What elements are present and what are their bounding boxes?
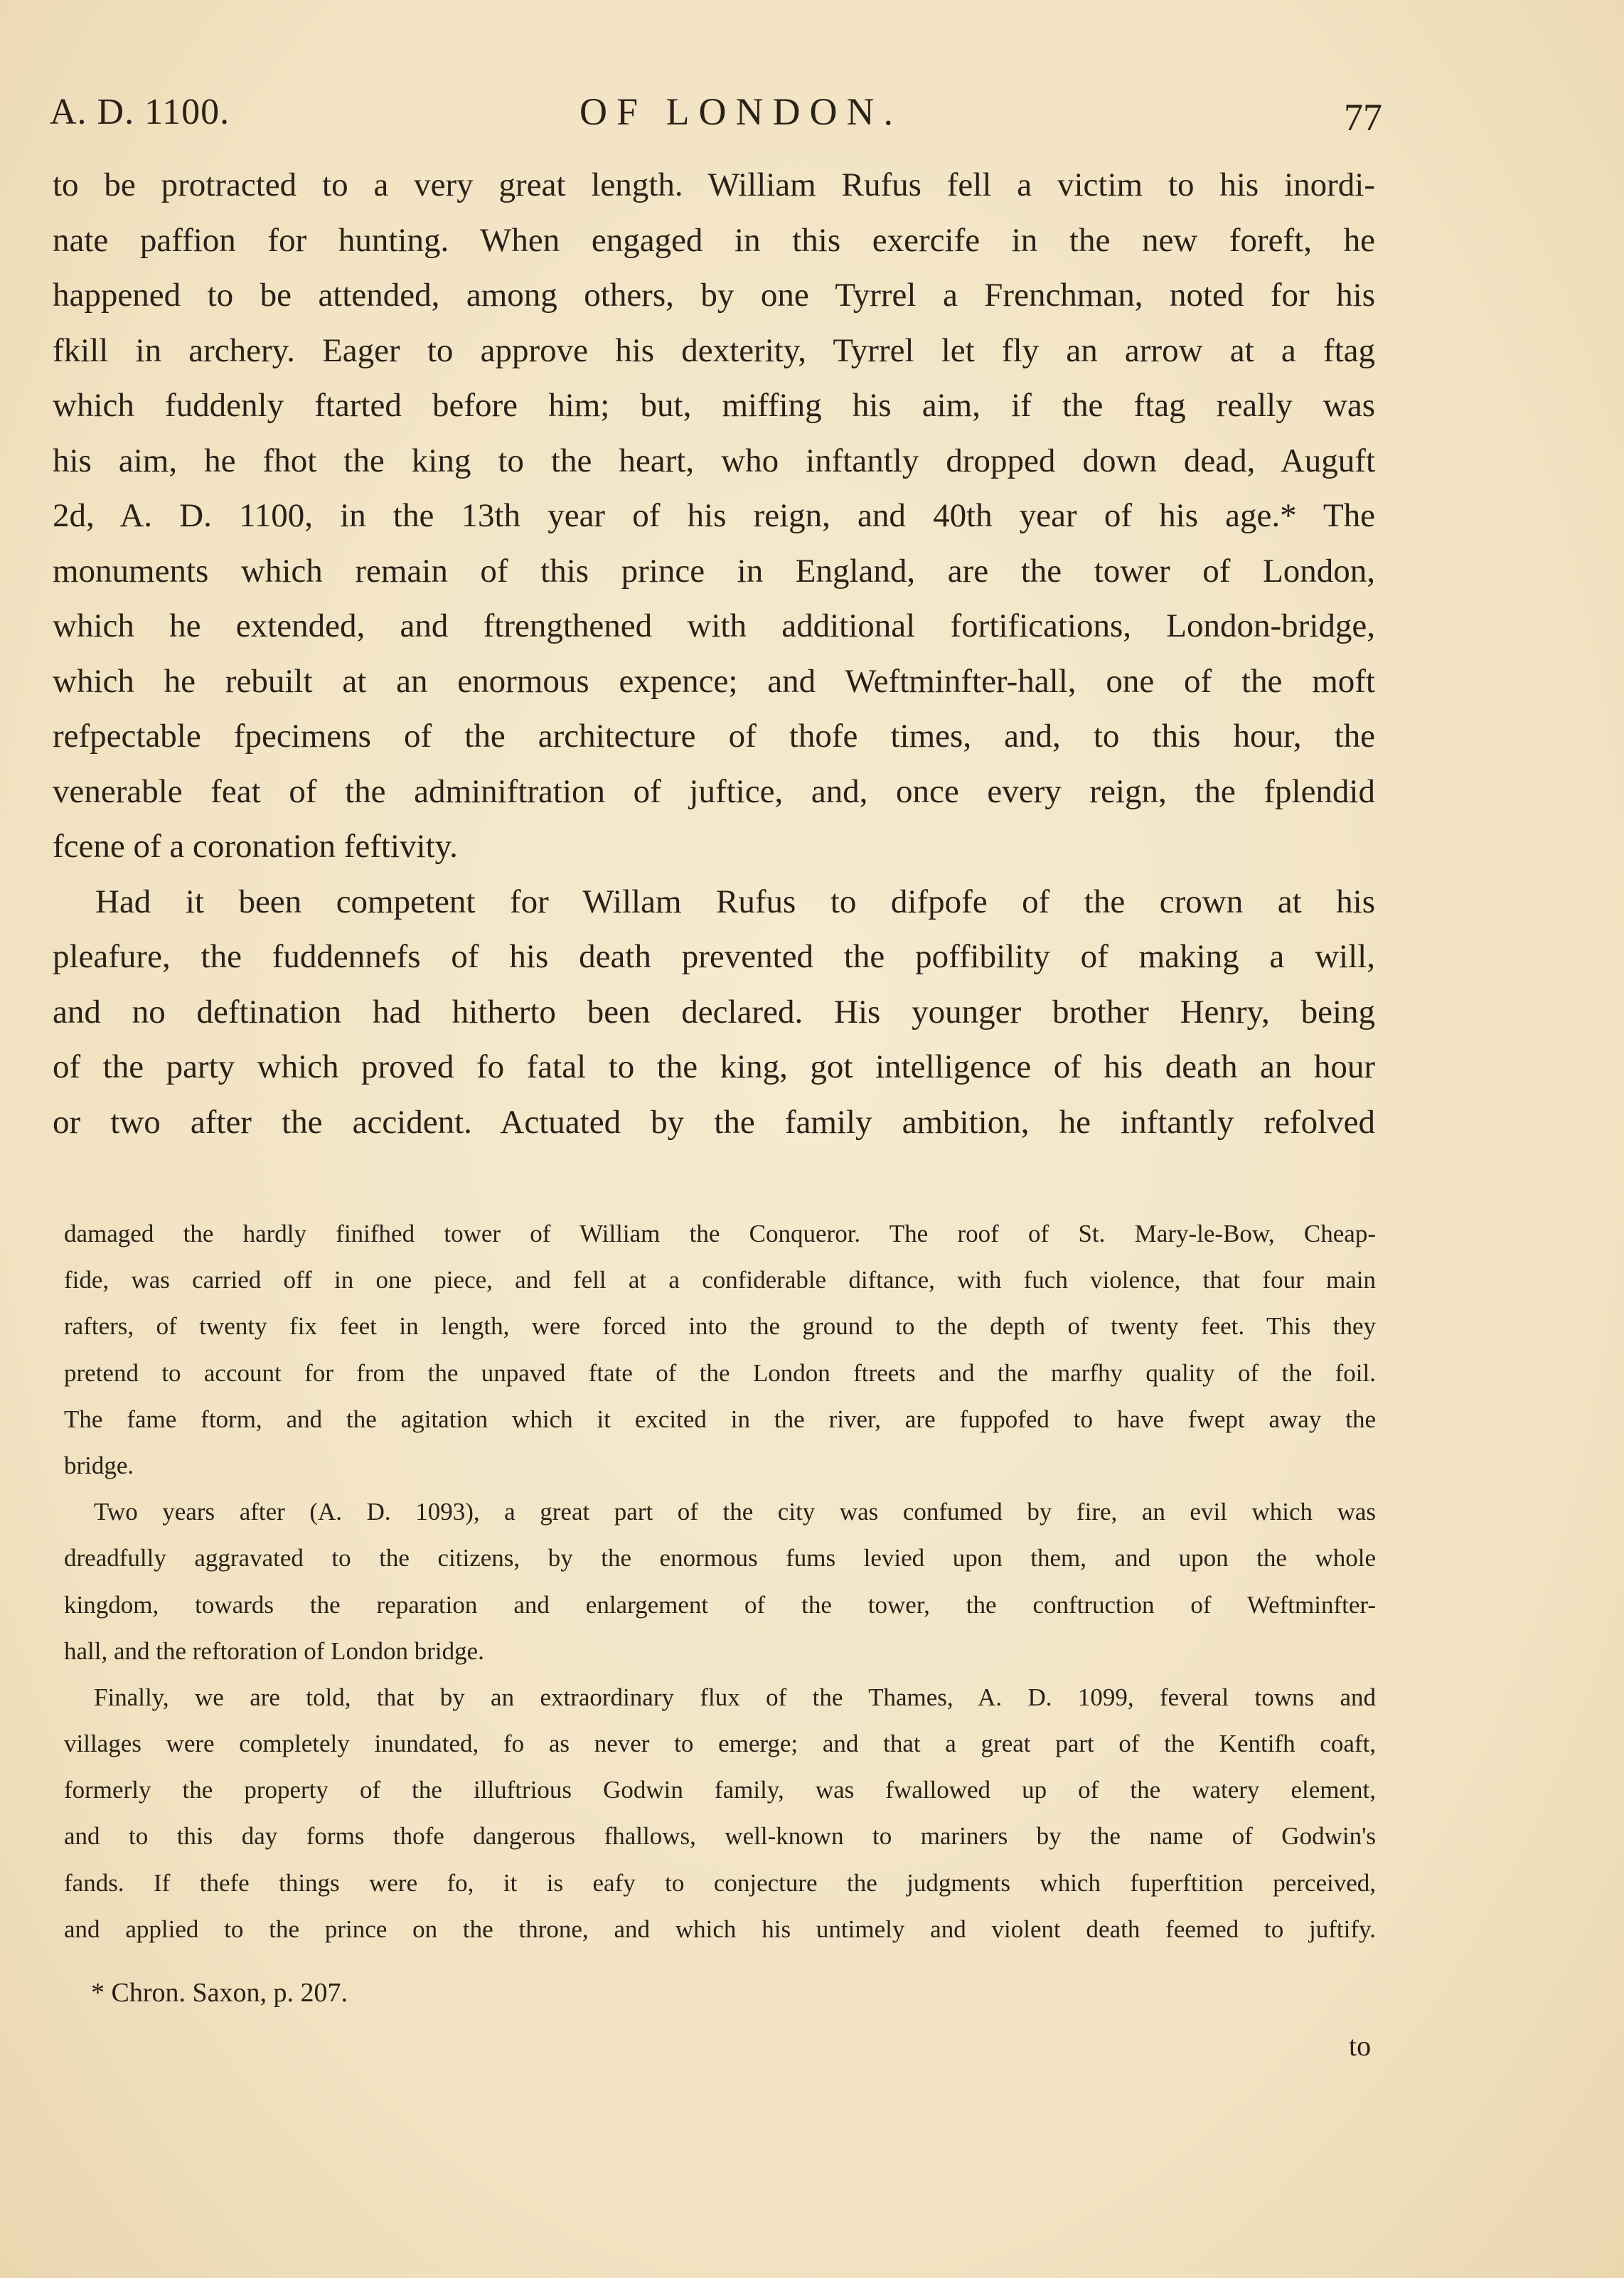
text-line: fkill in archery. Eager to approve his dexterity, Tyrrel let fly an arrow at a ftag: [53, 331, 1375, 369]
text-line: nate paffion for hunting. When engaged in this exercife in the new foreft, he: [53, 221, 1375, 259]
note-line: and to this day forms thofe dangerous fhallows, well-known to mariners by the name of Godwin's: [64, 1822, 1376, 1851]
note-line: bridge.: [64, 1451, 134, 1479]
running-date: A. D. 1100.: [50, 92, 230, 132]
note-line: Finally, we are told, that by an extraordinary flux of the Thames, A. D. 1099, feveral towns and: [94, 1683, 1376, 1711]
note-line: and applied to the prince on the throne, and which his untimely and violent death feemed to juftify.: [64, 1915, 1376, 1943]
note-line: Two years after (A. D. 1093), a great part of the city was confumed by fire, an evil which was: [94, 1498, 1376, 1526]
note-line: hall, and the reftoration of London bridge.: [64, 1636, 484, 1665]
text-line: venerable feat of the adminiftration of juftice, and, once every reign, the fplendid: [53, 772, 1375, 810]
note-line: The fame ftorm, and the agitation which it excited in the river, are fuppofed to have fwept away the: [64, 1405, 1376, 1433]
note-line: formerly the property of the illuftrious Godwin family, was fwallowed up of the watery element,: [64, 1776, 1376, 1804]
note-line: kingdom, towards the reparation and enlargement of the tower, the conftruction of Weftminfter-: [64, 1590, 1376, 1619]
text-line: refpectable fpecimens of the architecture of thofe times, and, to this hour, the: [53, 718, 1375, 755]
text-line: pleafure, the fuddennefs of his death prevented the poffibility of making a will,: [53, 938, 1375, 975]
note-line: fands. If thefe things were fo, it is eafy to conjecture the judgments which fuperftition perceived,: [64, 1868, 1376, 1897]
note-line: rafters, of twenty fix feet in length, were forced into the ground to the depth of twenty feet. This they: [64, 1312, 1376, 1341]
text-line: of the party which proved fo fatal to the king, got intelligence of his death an hour: [53, 1048, 1375, 1085]
text-line: his aim, he fhot the king to the heart, who inftantly dropped down dead, Auguft: [53, 442, 1375, 479]
note-line: fide, was carried off in one piece, and fell at a confiderable diftance, with fuch violence, that four main: [64, 1266, 1376, 1294]
text-line: which he extended, and ftrengthened with additional fortifications, London-bridge,: [53, 607, 1375, 644]
text-line: and no deftination had hitherto been declared. His younger brother Henry, being: [53, 993, 1375, 1031]
notes-block: [64, 1210, 1376, 1952]
note-line: pretend to account for from the unpaved ftate of the London ftreets and the marfhy quality of the foil.: [64, 1358, 1376, 1387]
catchword: to: [1349, 2030, 1372, 2062]
text-line: which he rebuilt at an enormous expence; and Weftminfter-hall, one of the moft: [53, 662, 1375, 700]
main-text: [53, 158, 1375, 1150]
text-line: happened to be attended, among others, by one Tyrrel a Frenchman, noted for his: [53, 277, 1375, 314]
text-line: to be protracted to a very great length. William Rufus fell a victim to his inordi-: [53, 166, 1375, 203]
text-line: monuments which remain of this prince in England, are the tower of London,: [53, 552, 1375, 590]
text-line: 2d, A. D. 1100, in the 13th year of his reign, and 40th year of his age.* The: [53, 497, 1375, 534]
running-header: [50, 84, 1401, 148]
note-line: damaged the hardly finifhed tower of William the Conqueror. The roof of St. Mary-le-Bow, Cheap-: [64, 1220, 1376, 1247]
note-line: villages were completely inundated, fo as never to emerge; and that a great part of the Kentifh coaft,: [64, 1730, 1376, 1758]
text-line: fcene of a coronation feftivity.: [53, 828, 458, 865]
text-line: or two after the accident. Actuated by the family ambition, he inftantly refolved: [53, 1103, 1375, 1141]
text-line: which fuddenly ftarted before him; but, miffing his aim, if the ftag really was: [53, 387, 1375, 424]
note-line: dreadfully aggravated to the citizens, by the enormous fums levied upon them, and upon the whole: [64, 1544, 1376, 1572]
footnote: * Chron. Saxon, p. 207.: [91, 1978, 348, 2008]
page-number: 77: [1344, 96, 1382, 139]
text-line: Had it been competent for Willam Rufus to difpofe of the crown at his: [95, 883, 1375, 920]
running-title: OF LONDON.: [579, 90, 902, 133]
